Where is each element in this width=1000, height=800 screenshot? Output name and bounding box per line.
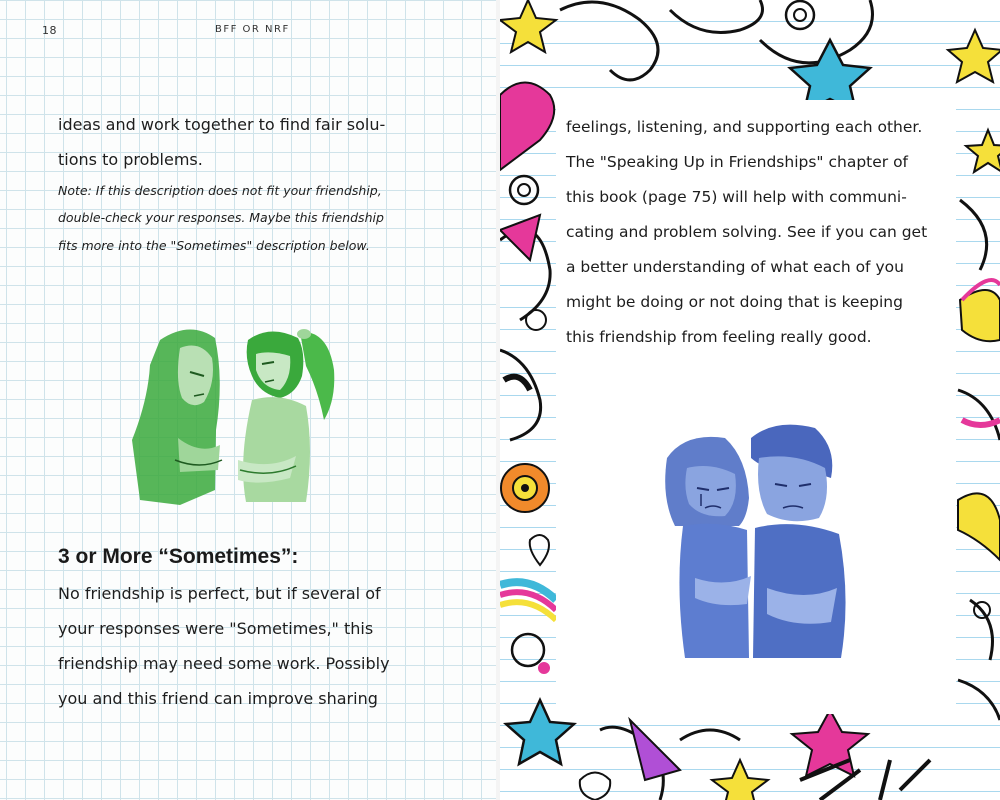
section-heading: 3 or More “Sometimes”:	[58, 545, 299, 568]
orange-flower-icon	[501, 464, 549, 512]
right-text-line: The "Speaking Up in Friendships" chapter of	[566, 153, 909, 171]
section-line: friendship may need some work. Possibly	[58, 654, 390, 673]
right-text-line: this book (page 75) will help with communi-	[566, 188, 907, 206]
running-head: BFF OR NRF	[215, 24, 290, 35]
section-line: your responses were "Sometimes," this	[58, 619, 374, 638]
right-text-line: cating and problem solving. See if you can get	[566, 223, 928, 241]
yellow-star-icon	[500, 0, 556, 52]
pink-heart-icon	[500, 83, 554, 171]
right-text-line: might be doing or not doing that is keeping	[566, 293, 903, 311]
page-number: 18	[42, 24, 57, 37]
left-sad-girl-figure	[665, 437, 751, 658]
paragraph-line: tions to problems.	[58, 150, 203, 169]
paragraph-line: ideas and work together to find fair solu-	[58, 115, 386, 134]
right-sad-girl-figure	[751, 425, 846, 658]
arguing-girls-illustration	[120, 320, 350, 515]
note-line: fits more into the "Sometimes" description below.	[58, 238, 370, 253]
sad-girls-illustration	[655, 418, 855, 663]
note-line: Note: If this description does not fit your friendship,	[58, 183, 382, 198]
section-line: you and this friend can improve sharing	[58, 689, 378, 708]
heart-outline-icon	[530, 535, 549, 565]
yellow-star-icon	[966, 130, 1000, 172]
right-girl-figure	[238, 329, 334, 502]
right-text-line: a better understanding of what each of you	[566, 258, 904, 276]
yellow-star-icon	[712, 760, 768, 800]
right-text-line: feelings, listening, and supporting each other.	[566, 118, 923, 136]
note-line: double-check your responses. Maybe this friendship	[58, 210, 384, 225]
left-girl-figure	[132, 329, 222, 505]
butterfly-icon	[960, 280, 1000, 341]
yellow-star-icon	[948, 30, 1000, 82]
heart-outline-icon	[580, 773, 610, 800]
section-line: No friendship is perfect, but if several of	[58, 584, 381, 603]
right-text-block	[566, 110, 951, 355]
right-text-line: this friendship from feeling really good.	[566, 328, 872, 346]
